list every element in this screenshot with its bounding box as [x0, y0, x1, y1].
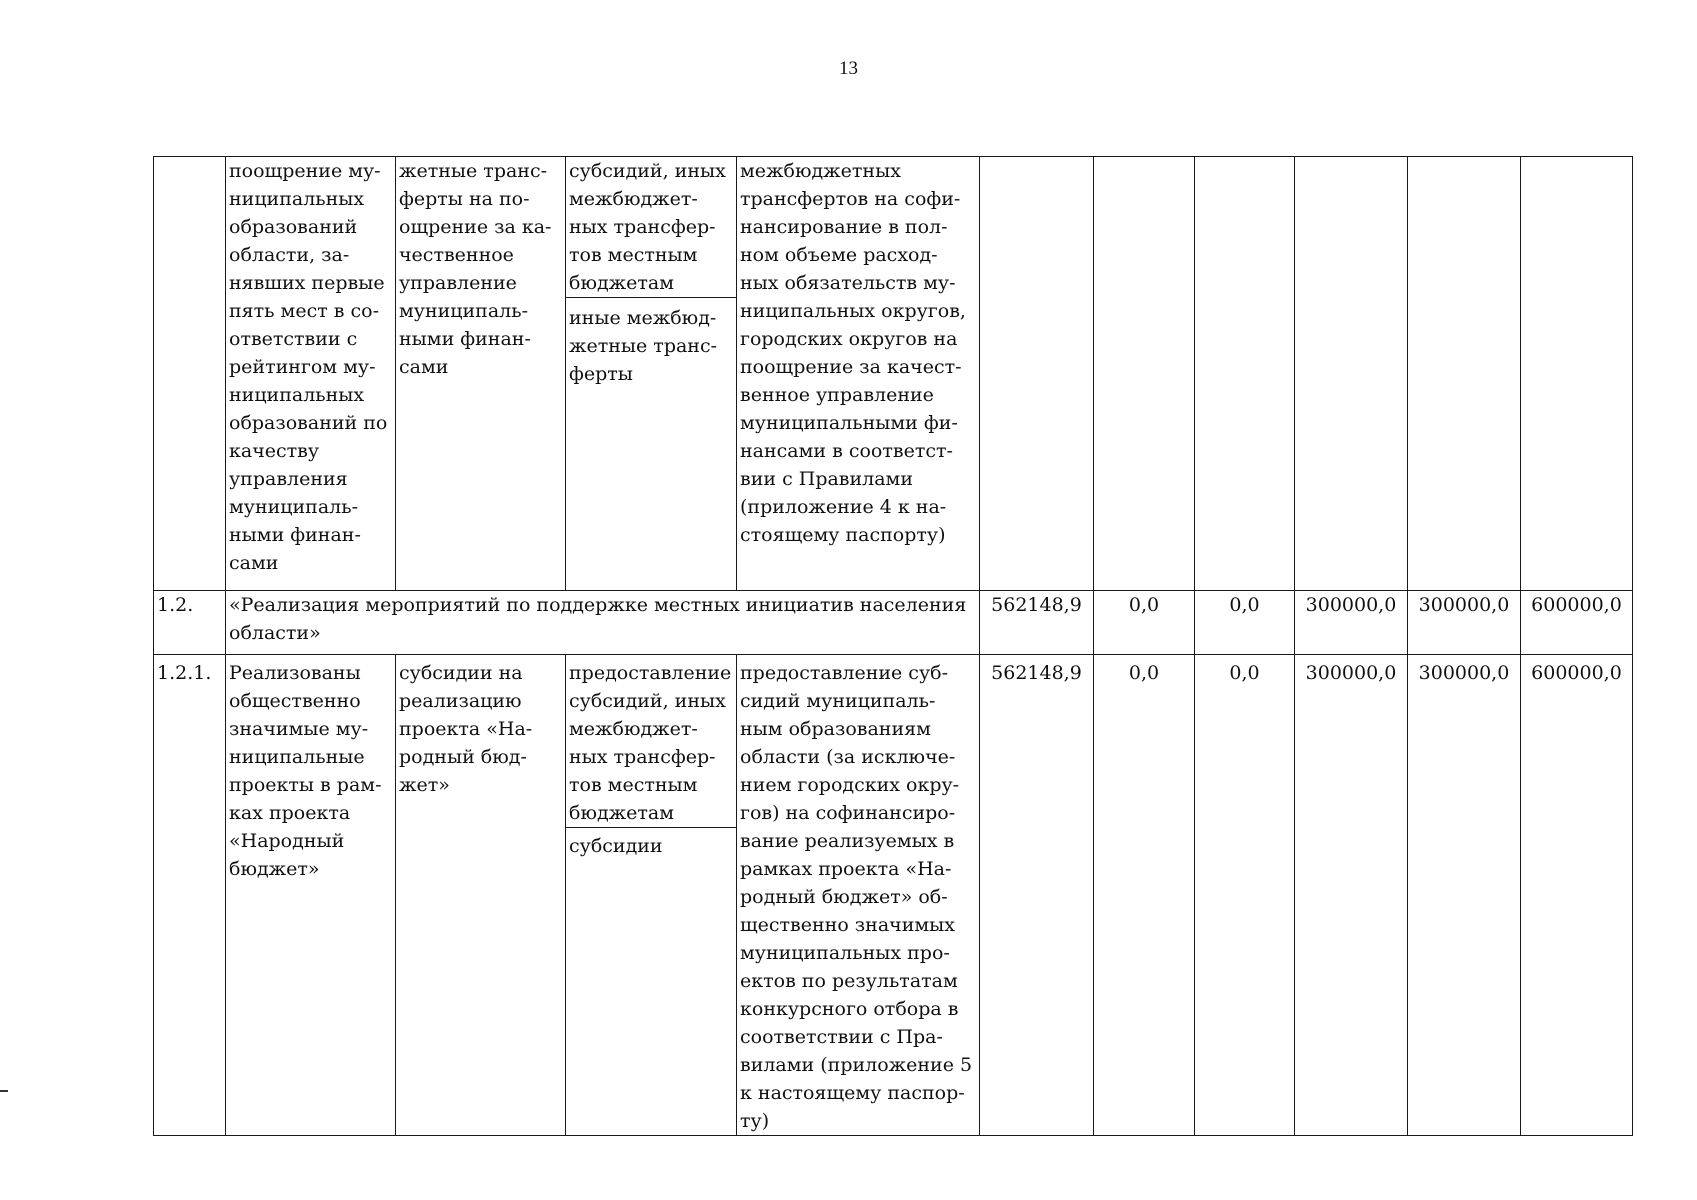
result-cell [226, 157, 396, 591]
text-line: к настоящему паспор- [740, 1082, 965, 1104]
text-line: ниципальных [229, 188, 365, 210]
text-line: поощрение за качест- [740, 356, 962, 378]
text-line: «Народный [229, 830, 345, 852]
table-row-1-2-1 [154, 655, 1633, 1136]
text-line: управление [399, 272, 517, 294]
text-line: родный бюджет» об- [740, 886, 948, 908]
text-line: жетные транс- [569, 335, 718, 357]
row-number: 1.2. [154, 591, 226, 655]
text-line: межбюджет- [569, 188, 698, 210]
text-line: трансфертов на софи- [740, 188, 961, 210]
text-line: тов местным [569, 774, 698, 796]
text-line: родный бюд- [399, 746, 527, 768]
value-cell: 0,0 [1195, 591, 1295, 655]
text-line: ниципальных округов, [740, 300, 966, 322]
text-line: рамках проекта «На- [740, 858, 952, 880]
value-cell: 562148,9 [980, 591, 1094, 655]
page-number: 13 [839, 58, 858, 79]
text-line: ниципальных [229, 384, 365, 406]
value-cell: 300000,0 [1295, 655, 1408, 1136]
value-cell: 0,0 [1094, 655, 1195, 1136]
text-line: предоставление суб- [740, 662, 948, 684]
text-line: гов) на софинансиро- [740, 802, 956, 824]
text-line: чественное [399, 244, 514, 266]
text-line: ных трансфер- [569, 746, 716, 768]
kind-cell [566, 157, 737, 591]
text-line: городских округов на [740, 328, 958, 350]
text-line: ных трансфер- [569, 216, 716, 238]
text-line: венное управление [740, 384, 934, 406]
text-line: ным образованиям [740, 718, 931, 740]
text-line: рейтингом му- [229, 356, 376, 378]
section-title [226, 591, 980, 655]
text-line: сами [229, 552, 279, 574]
text-line: жет» [399, 774, 450, 796]
text-line: муниципаль- [229, 496, 358, 518]
text-line: качеству [229, 440, 320, 462]
text-line: вии с Правилами [740, 468, 914, 490]
text-line: бюджетам [569, 802, 675, 824]
table-row-1-2 [154, 591, 1633, 655]
text-line: значимые му- [229, 718, 369, 740]
text-line: ках проекта [229, 802, 351, 824]
text-line: субсидий, иных [569, 160, 726, 182]
result-cell [226, 655, 396, 1136]
text-line: нявших первые [229, 272, 385, 294]
text-line: сами [399, 356, 449, 378]
text-line: проекта «На- [399, 718, 533, 740]
text-line: тов местным [569, 244, 698, 266]
text-line: ными финан- [229, 524, 361, 546]
kind-top-subcell [566, 157, 736, 298]
text-line: ных обязательств му- [740, 272, 956, 294]
table-row-continued [154, 157, 1633, 591]
payment-type-cell [396, 157, 566, 591]
value-cell: 0,0 [1195, 655, 1295, 1136]
value-cell: 600000,0 [1521, 655, 1633, 1136]
text-line: образований по [229, 412, 388, 434]
kind-top-subcell [566, 655, 736, 828]
text-line: жетные транс- [399, 160, 548, 182]
value-cell-empty [980, 157, 1094, 591]
text-line: иные межбюд- [569, 307, 717, 329]
text-line: нансами в соответст- [740, 440, 953, 462]
text-line: (приложение 4 к на- [740, 496, 947, 518]
value-cell-empty [1408, 157, 1521, 591]
text-line: ту) [740, 1110, 770, 1132]
text-line: бюджетам [569, 272, 675, 294]
text-line: муниципальных про- [740, 942, 950, 964]
scan-edge-mark [0, 1090, 8, 1092]
value-cell: 0,0 [1094, 591, 1195, 655]
value-cell: 562148,9 [980, 655, 1094, 1136]
text-line: ниципальные [229, 746, 365, 768]
description-cell [737, 655, 980, 1136]
text-line: ферты на по- [399, 188, 530, 210]
text-line: вилами (приложение 5 [740, 1054, 973, 1076]
value-cell: 300000,0 [1408, 591, 1521, 655]
value-cell-empty [1295, 157, 1408, 591]
payment-type-cell [396, 655, 566, 1136]
text-line: предоставление [569, 662, 732, 684]
text-line: пять мест в со- [229, 300, 379, 322]
text-line: стоящему паспорту) [740, 524, 946, 546]
text-line: области» [229, 622, 321, 644]
text-line: ном объеме расход- [740, 244, 938, 266]
text-line: ными финан- [399, 328, 531, 350]
kind-bottom-subcell [566, 298, 736, 388]
text-line: вание реализуемых в [740, 830, 955, 852]
text-line: области (за исключе- [740, 746, 956, 768]
text-line: межбюджетных [740, 160, 901, 182]
text-line: межбюджет- [569, 718, 698, 740]
value-cell-empty [1195, 157, 1295, 591]
text-line: общественно [229, 690, 361, 712]
text-line: управления [229, 468, 348, 490]
text-line: муниципальными фи- [740, 412, 958, 434]
text-line: ектов по результатам [740, 970, 958, 992]
value-cell: 300000,0 [1295, 591, 1408, 655]
text-line: ответствии с [229, 328, 358, 350]
text-line: нием городских окру- [740, 774, 960, 796]
text-line: Реализованы [229, 662, 361, 684]
text-line: нансирование в пол- [740, 216, 948, 238]
text-line: субсидии на [399, 662, 523, 684]
kind-bottom-subcell [566, 828, 736, 860]
text-line: субсидии [569, 835, 663, 857]
value-cell: 300000,0 [1408, 655, 1521, 1136]
text-line: ферты [569, 363, 633, 385]
value-cell-empty [1094, 157, 1195, 591]
text-line: проекты в рам- [229, 774, 382, 796]
text-line: реализацию [399, 690, 522, 712]
text-line: муниципаль- [399, 300, 528, 322]
description-cell [737, 157, 980, 591]
row-number: 1.2.1. [154, 655, 226, 1136]
text-line: ощрение за ка- [399, 216, 552, 238]
text-line: сидий муниципаль- [740, 690, 936, 712]
value-cell-empty [1521, 157, 1633, 591]
kind-cell [566, 655, 737, 1136]
text-line: «Реализация мероприятий по поддержке местных инициатив населения [229, 594, 967, 616]
text-line: бюджет» [229, 858, 320, 880]
text-line: конкурсного отбора в [740, 998, 959, 1020]
value-cell: 600000,0 [1521, 591, 1633, 655]
text-line: образований [229, 216, 358, 238]
text-line: субсидий, иных [569, 690, 726, 712]
number-cell [154, 157, 226, 591]
text-line: поощрение му- [229, 160, 381, 182]
text-line: области, за- [229, 244, 350, 266]
budget-table [153, 156, 1633, 1136]
text-line: щественно значимых [740, 914, 956, 936]
text-line: соответствии с Пра- [740, 1026, 943, 1048]
